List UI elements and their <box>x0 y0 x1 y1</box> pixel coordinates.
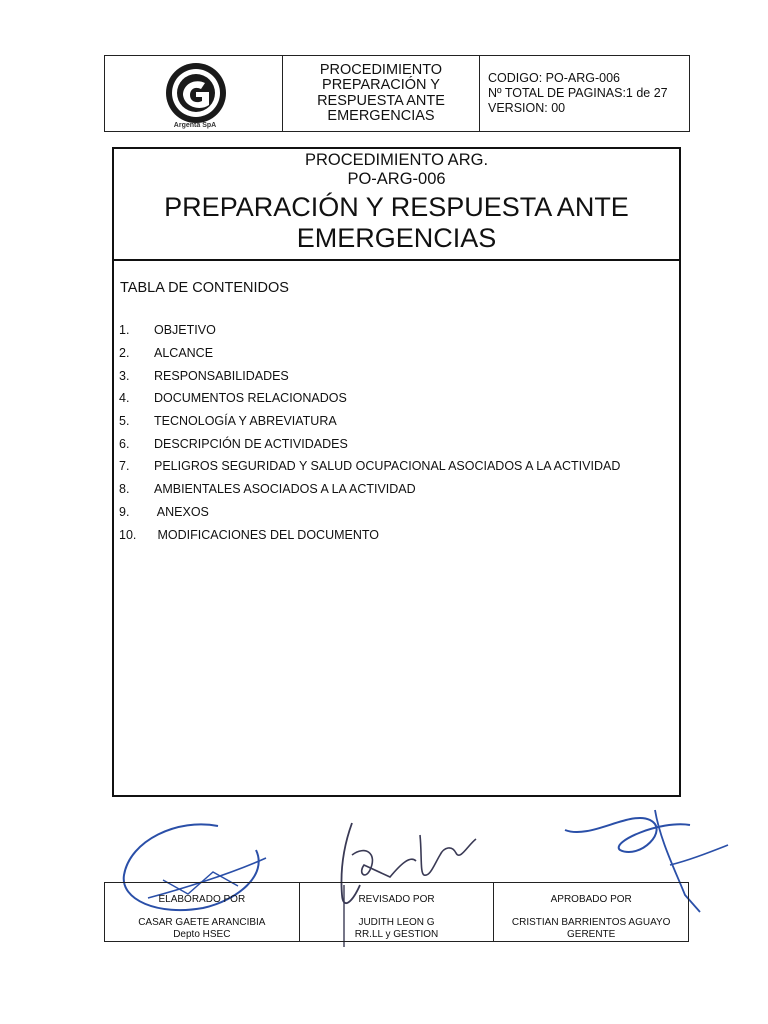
toc-item <box>119 478 679 501</box>
toc-item-label: DOCUMENTOS RELACIONADOS <box>154 391 347 406</box>
approval-role: APROBADO POR <box>550 894 632 905</box>
approval-name: CRISTIAN BARRIENTOS AGUAYO <box>511 917 671 928</box>
document-metadata <box>480 56 689 131</box>
approval-role: ELABORADO POR <box>158 894 246 905</box>
document-body <box>112 147 681 797</box>
toc-item <box>119 523 679 546</box>
header-title-line: RESPUESTA ANTE <box>317 92 445 109</box>
toc-item-number: 2. <box>119 346 130 361</box>
toc-item-label: DESCRIPCIÓN DE ACTIVIDADES <box>154 436 348 451</box>
approval-name: CASAR GAETE ARANCIBIA <box>138 917 266 928</box>
toc-item <box>119 342 679 365</box>
toc-item-number: 8. <box>119 482 130 497</box>
header-title <box>283 56 480 131</box>
toc-item <box>119 501 679 524</box>
approval-elaborado <box>105 883 299 941</box>
approval-aprobado <box>493 883 688 941</box>
toc-item-number: 1. <box>119 323 130 338</box>
header-title-line: PREPARACIÓN Y <box>322 77 440 93</box>
toc-item-number: 5. <box>119 414 130 429</box>
toc-item-label: RESPONSABILIDADES <box>154 368 289 383</box>
toc-item <box>119 410 679 433</box>
logo-caption: Argenta SpA <box>173 122 217 129</box>
toc-item-label: PELIGROS SEGURIDAD Y SALUD OCUPACIONAL ASOCIADOS A LA ACTIVIDAD <box>154 459 621 474</box>
toc-item-label: ANEXOS <box>154 504 209 519</box>
toc-item-number: 10. <box>119 527 137 542</box>
toc-item <box>119 387 679 410</box>
toc-item <box>119 455 679 478</box>
toc-item <box>119 364 679 387</box>
toc-heading: TABLA DE CONTENIDOS <box>120 280 289 296</box>
toc-item-label: AMBIENTALES ASOCIADOS A LA ACTIVIDAD <box>154 482 416 497</box>
toc-item-number: 9. <box>119 504 130 519</box>
toc-item-number: 4. <box>119 391 130 406</box>
document-code: CODIGO: PO-ARG-006 <box>488 71 620 85</box>
toc-item-label: OBJETIVO <box>154 323 216 338</box>
logo-cell <box>105 56 283 131</box>
table-of-contents <box>119 319 679 546</box>
document-title-line1: PREPARACIÓN Y RESPUESTA ANTE <box>164 192 629 222</box>
toc-item <box>119 319 679 342</box>
document-version: VERSION: 00 <box>488 101 566 115</box>
toc-item-number: 6. <box>119 436 130 451</box>
toc-item-label: ALCANCE <box>154 346 214 361</box>
procedure-code: PO-ARG-006 <box>347 170 446 188</box>
approval-department: Depto HSEC <box>173 929 231 940</box>
approval-department: GERENTE <box>567 929 616 940</box>
document-header <box>104 55 690 132</box>
cover-title-block <box>114 149 679 261</box>
toc-item <box>119 432 679 455</box>
toc-item-number: 3. <box>119 368 130 383</box>
toc-item-number: 7. <box>119 459 130 474</box>
approval-name: JUDITH LEON G <box>358 917 435 928</box>
approval-department: RR.LL y GESTION <box>354 929 439 940</box>
toc-item-label: TECNOLOGÍA Y ABREVIATURA <box>154 414 337 429</box>
header-title-line: EMERGENCIAS <box>327 108 435 124</box>
approval-role: REVISADO POR <box>358 894 435 905</box>
document-title-line2: EMERGENCIAS <box>296 223 497 253</box>
procedure-label: PROCEDIMIENTO ARG. <box>304 151 489 169</box>
approval-revisado <box>299 883 494 941</box>
company-logo <box>161 62 231 124</box>
approvals-table <box>104 882 689 942</box>
page-count: Nº TOTAL DE PAGINAS:1 de 27 <box>488 86 668 100</box>
header-title-line: PROCEDIMIENTO <box>319 61 443 78</box>
toc-item-label: MODIFICACIONES DEL DOCUMENTO <box>154 527 380 542</box>
